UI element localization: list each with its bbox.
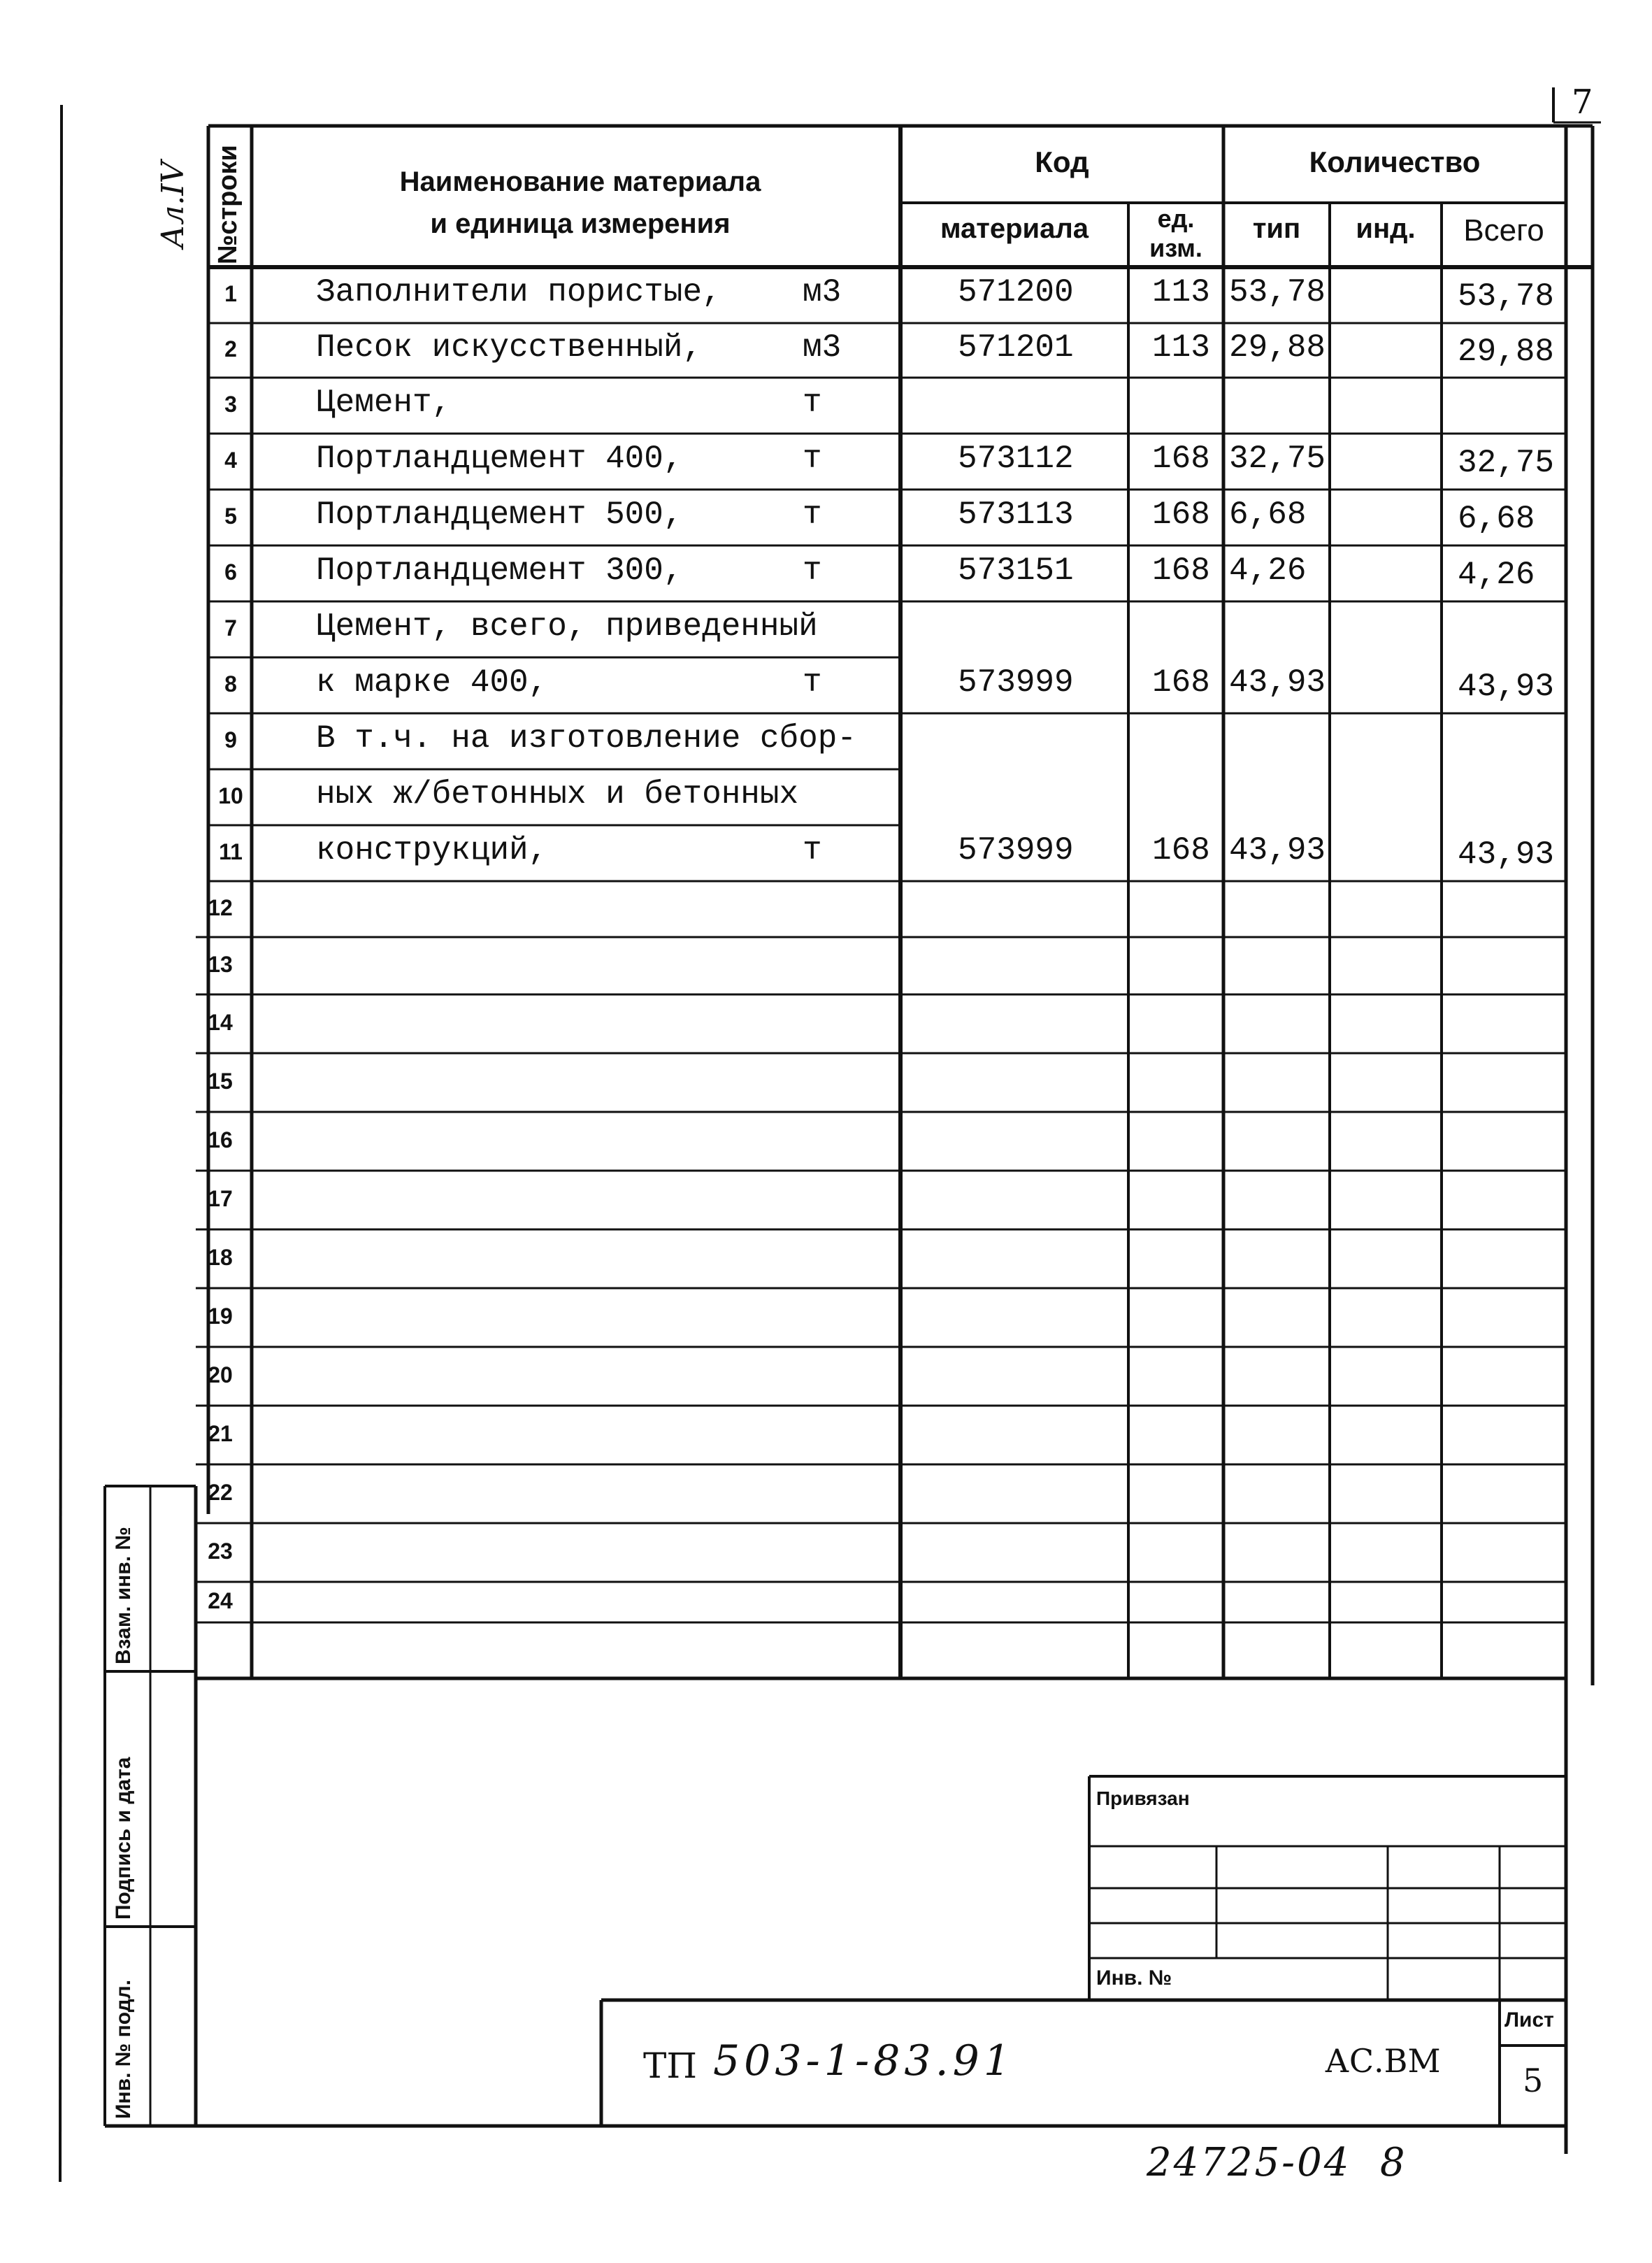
row-number: 24 [208,1588,233,1613]
material-name: Песок искусственный, [316,329,703,366]
qty-type: 53,78 [1229,274,1326,310]
row-number: 22 [208,1480,233,1505]
qty-type: 6,68 [1229,497,1307,533]
material-unit: т [803,441,822,477]
qty-total: 29,88 [1458,334,1555,370]
header-qty-ind: инд. [1356,213,1416,244]
material-code: 573113 [958,497,1074,533]
row-number: 12 [208,895,233,920]
material-name: Портландцемент 500, [316,497,683,533]
unit-code: 168 [1152,497,1210,533]
qty-total: 6,68 [1458,501,1535,537]
row-number: 15 [208,1069,233,1094]
qty-type: 29,88 [1229,329,1326,366]
unit-code: 168 [1152,441,1210,477]
unit-code: 113 [1152,274,1210,310]
unit-code: 113 [1152,329,1210,366]
row-number: 9 [224,727,237,752]
row-number: 11 [219,839,243,864]
material-code: 571200 [958,274,1074,310]
project-prefix: ТП [643,2046,697,2086]
row-number: 20 [208,1362,233,1387]
qty-type: 32,75 [1229,441,1326,477]
material-unit: м3 [803,274,842,310]
material-unit: т [803,385,822,421]
sheet-label: Лист [1504,2008,1554,2032]
row-number: 23 [208,1539,233,1564]
page-corner-number: 7 [1572,83,1593,122]
material-code: 573151 [958,552,1074,589]
row-number: 17 [208,1186,233,1211]
material-code: 573112 [958,441,1074,477]
qty-total: 43,93 [1458,669,1555,705]
material-name: Цемент, всего, приведенный [316,608,818,645]
row-number: 10 [218,783,243,808]
qty-total: 32,75 [1458,445,1555,481]
qty-total: 4,26 [1458,557,1535,593]
material-name: Портландцемент 300, [316,552,683,589]
row-number: 16 [208,1127,233,1152]
header-qty-total: Всего [1463,213,1544,248]
row-number: 1 [224,281,237,306]
header-material-name: Наименование материала и единица измерения [399,166,761,239]
row-number: 14 [208,1010,233,1035]
row-number: 13 [208,952,233,977]
unit-code: 168 [1152,832,1210,869]
header-code-material: материала [940,213,1089,244]
row-number: 7 [224,615,237,641]
row-number: 5 [224,504,237,529]
material-name: Портландцемент 400, [316,441,683,477]
qty-type: 4,26 [1229,552,1307,589]
stamp-vzam-inv: Взам. инв. № [112,1527,135,1664]
row-number: 18 [208,1245,233,1270]
project-code: 503-1-83.91 [713,2036,1015,2085]
material-name: ных ж/бетонных и бетонных [316,776,799,813]
row-number: 3 [224,392,237,417]
doc-code: АС.ВМ [1325,2042,1441,2080]
material-name: Заполнители пористые, [316,274,721,310]
archive-number: 24725-04 8 [1147,2140,1407,2185]
qty-total: 53,78 [1458,278,1555,315]
material-name: Цемент, [316,385,452,421]
header-row-number: №строки [213,145,243,264]
material-unit: м3 [803,329,842,366]
material-unit: т [803,664,822,701]
header-code-unit: ед. изм. [1149,204,1202,262]
header-code-group: Код [1035,145,1089,178]
qty-type: 43,93 [1229,664,1326,701]
row-number: 2 [224,336,237,362]
inv-no-label: Инв. № [1096,1966,1172,1990]
row-number: 4 [224,448,237,473]
material-code: 573999 [958,832,1074,869]
material-unit: т [803,552,822,589]
qty-type: 43,93 [1229,832,1326,869]
header-quantity-group: Количество [1309,145,1481,178]
stamp-inv-podl: Инв. № подл. [112,1979,135,2119]
margin-note: Ал.IV [155,161,191,248]
header-qty-type: тип [1252,213,1301,244]
row-number: 21 [208,1421,233,1446]
material-name: В т.ч. на изготовление сбор- [316,720,856,757]
material-unit: т [803,832,822,869]
privyazan-label: Привязан [1096,1787,1190,1809]
material-name: к марке 400, [316,664,548,701]
material-name: конструкций, [316,832,548,869]
sheet-number: 5 [1523,2062,1544,2099]
unit-code: 168 [1152,552,1210,589]
qty-total: 43,93 [1458,836,1555,873]
material-code: 571201 [958,329,1074,366]
material-unit: т [803,497,822,533]
row-number: 19 [208,1304,233,1329]
material-code: 573999 [958,664,1074,701]
row-number: 6 [224,559,237,585]
stamp-podpis-data: Подпись и дата [112,1757,135,1920]
row-number: 8 [224,671,237,697]
unit-code: 168 [1152,664,1210,701]
